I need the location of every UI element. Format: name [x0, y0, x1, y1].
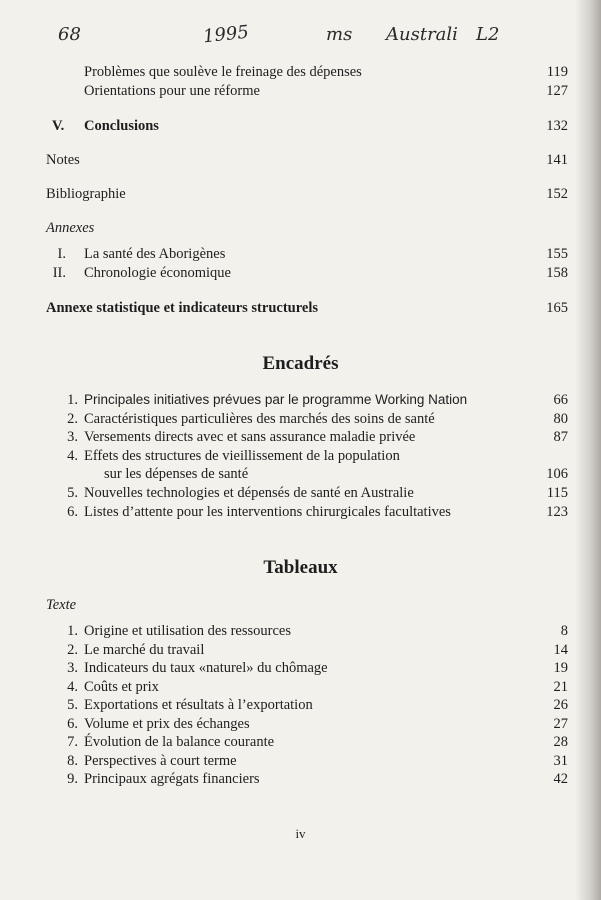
toc-entry-text: Coûts et prix — [84, 679, 159, 695]
toc-entry-page: 42 — [553, 771, 568, 787]
annexes-label — [46, 220, 568, 240]
encadre-entry — [46, 448, 568, 468]
encadre-entry — [46, 504, 568, 524]
page-folio: iv — [295, 826, 306, 841]
toc-entry-page: 8 — [560, 623, 568, 639]
toc-entry-page: 158 — [546, 265, 568, 281]
toc-entry-page: 155 — [546, 246, 568, 262]
toc-chapter-number: V. — [52, 118, 65, 134]
entry-number: 3. — [67, 429, 78, 445]
tableau-entry — [46, 642, 568, 662]
tableaux-subtitle — [46, 597, 568, 617]
handwritten-annotation — [58, 18, 528, 58]
toc-entry-page: 141 — [546, 152, 568, 168]
toc-entry-text: Versements directs avec et sans assurance maladie privée — [84, 429, 416, 445]
toc-entry-page: 21 — [553, 679, 568, 695]
tableau-entry — [46, 753, 568, 773]
tableau-entry — [46, 771, 568, 791]
toc-bibliographie — [46, 186, 568, 206]
toc-entry-page: 106 — [546, 466, 568, 482]
annotation-mark: ms — [326, 24, 353, 45]
toc-entry-text: Indicateurs du taux «naturel» du chômage — [84, 660, 328, 676]
toc-entry-text: Nouvelles technologies et dépensés de santé en Australie — [84, 485, 414, 501]
toc-entry-text: Chronologie économique — [84, 265, 231, 281]
toc-entry-text: Principaux agrégats financiers — [84, 771, 260, 787]
toc-entry-text: Origine et utilisation des ressources — [84, 623, 291, 639]
toc-entry-page: 80 — [553, 411, 568, 427]
encadre-entry — [46, 485, 568, 505]
encadre-entry — [46, 392, 568, 412]
toc-entry-text: Listes d’attente pour les interventions chirurgicales facultatives — [84, 504, 451, 520]
entry-number: 7. — [67, 734, 78, 750]
toc-entry-text: sur les dépenses de santé — [104, 466, 249, 482]
tableau-entry — [46, 716, 568, 736]
toc-entry-page: 14 — [553, 642, 568, 658]
toc-entry-page: 152 — [546, 186, 568, 202]
toc-entry-page: 119 — [546, 64, 568, 80]
encadre-entry — [46, 411, 568, 431]
toc-entry-page: 28 — [553, 734, 568, 750]
toc-entry-text: Effets des structures de vieillissement de la population — [84, 448, 400, 464]
tableau-entry — [46, 623, 568, 643]
toc-entry-text: Notes — [46, 152, 80, 168]
entry-number: 1. — [67, 623, 78, 639]
entry-number: 6. — [67, 504, 78, 520]
section-label: Annexes — [46, 220, 95, 236]
toc-entry-page: 115 — [546, 485, 568, 501]
entry-number: 5. — [67, 697, 78, 713]
toc-entry-text: Problèmes que soulève le freinage des dépenses — [84, 64, 362, 80]
tableaux-heading: Tableaux — [263, 557, 338, 578]
annexe-number: I. — [57, 246, 66, 262]
toc-entry-page: 127 — [546, 83, 568, 99]
toc-entry-page: 132 — [546, 118, 568, 134]
entry-number: 2. — [67, 642, 78, 658]
annexe-entry — [46, 246, 568, 266]
entry-number: 4. — [67, 679, 78, 695]
toc-chapter-conclusions — [46, 118, 568, 138]
toc-entry-text: Évolution de la balance courante — [84, 734, 275, 750]
annexe-number: II. — [52, 265, 66, 281]
entry-number: 5. — [67, 485, 78, 501]
toc-entry-page: 26 — [553, 697, 568, 713]
toc-entry-page: 87 — [553, 429, 568, 445]
tableau-entry — [46, 660, 568, 680]
entry-number: 2. — [67, 411, 78, 427]
entry-number: 1. — [67, 392, 78, 408]
entry-number: 4. — [67, 448, 78, 464]
toc-entry-text: Perspectives à court terme — [84, 753, 237, 769]
toc-entry-text: Le marché du travail — [84, 642, 205, 658]
toc-notes — [46, 152, 568, 172]
toc-annexe-statistique — [46, 300, 568, 320]
binding-shadow — [575, 0, 601, 900]
toc-entry-page: 66 — [553, 392, 568, 408]
encadre-entry-continued — [46, 466, 568, 486]
annexe-entry — [46, 265, 568, 285]
toc-entry-page: 31 — [553, 753, 568, 769]
toc-entry-text: Bibliographie — [46, 186, 126, 202]
toc-entry-page: 123 — [546, 504, 568, 520]
toc-entry-text: Principales initiatives prévues par le programme Working Nation — [84, 392, 468, 407]
toc-entry-text: Exportations et résultats à l’exportation — [84, 697, 313, 713]
tableau-entry — [46, 734, 568, 754]
toc-entry — [46, 83, 568, 103]
toc-chapter-title: Conclusions — [84, 118, 159, 134]
toc-entry-text: La santé des Aborigènes — [84, 246, 226, 262]
section-label: Texte — [46, 597, 77, 613]
annotation-mark: L2 — [476, 24, 500, 45]
entry-number: 8. — [67, 753, 78, 769]
toc-entry-text: Annexe statistique et indicateurs structurels — [46, 300, 318, 316]
toc-entry-text: Orientations pour une réforme — [84, 83, 260, 99]
tableau-entry — [46, 679, 568, 699]
entry-number: 9. — [67, 771, 78, 787]
annotation-mark: Australi — [386, 24, 458, 45]
toc-entry-page: 27 — [553, 716, 568, 732]
entry-number: 3. — [67, 660, 78, 676]
toc-entry-text: Volume et prix des échanges — [84, 716, 250, 732]
toc-entry-text: Caractéristiques particulières des marchés des soins de santé — [84, 411, 435, 427]
encadre-entry — [46, 429, 568, 449]
encadres-heading: Encadrés — [262, 353, 339, 374]
annotation-mark: 68 — [58, 24, 81, 45]
annotation-mark: 1995 — [202, 21, 250, 48]
toc-entry-page: 165 — [546, 300, 568, 316]
toc-entry-page: 19 — [553, 660, 568, 676]
tableau-entry — [46, 697, 568, 717]
toc-entry — [46, 64, 568, 84]
entry-number: 6. — [67, 716, 78, 732]
